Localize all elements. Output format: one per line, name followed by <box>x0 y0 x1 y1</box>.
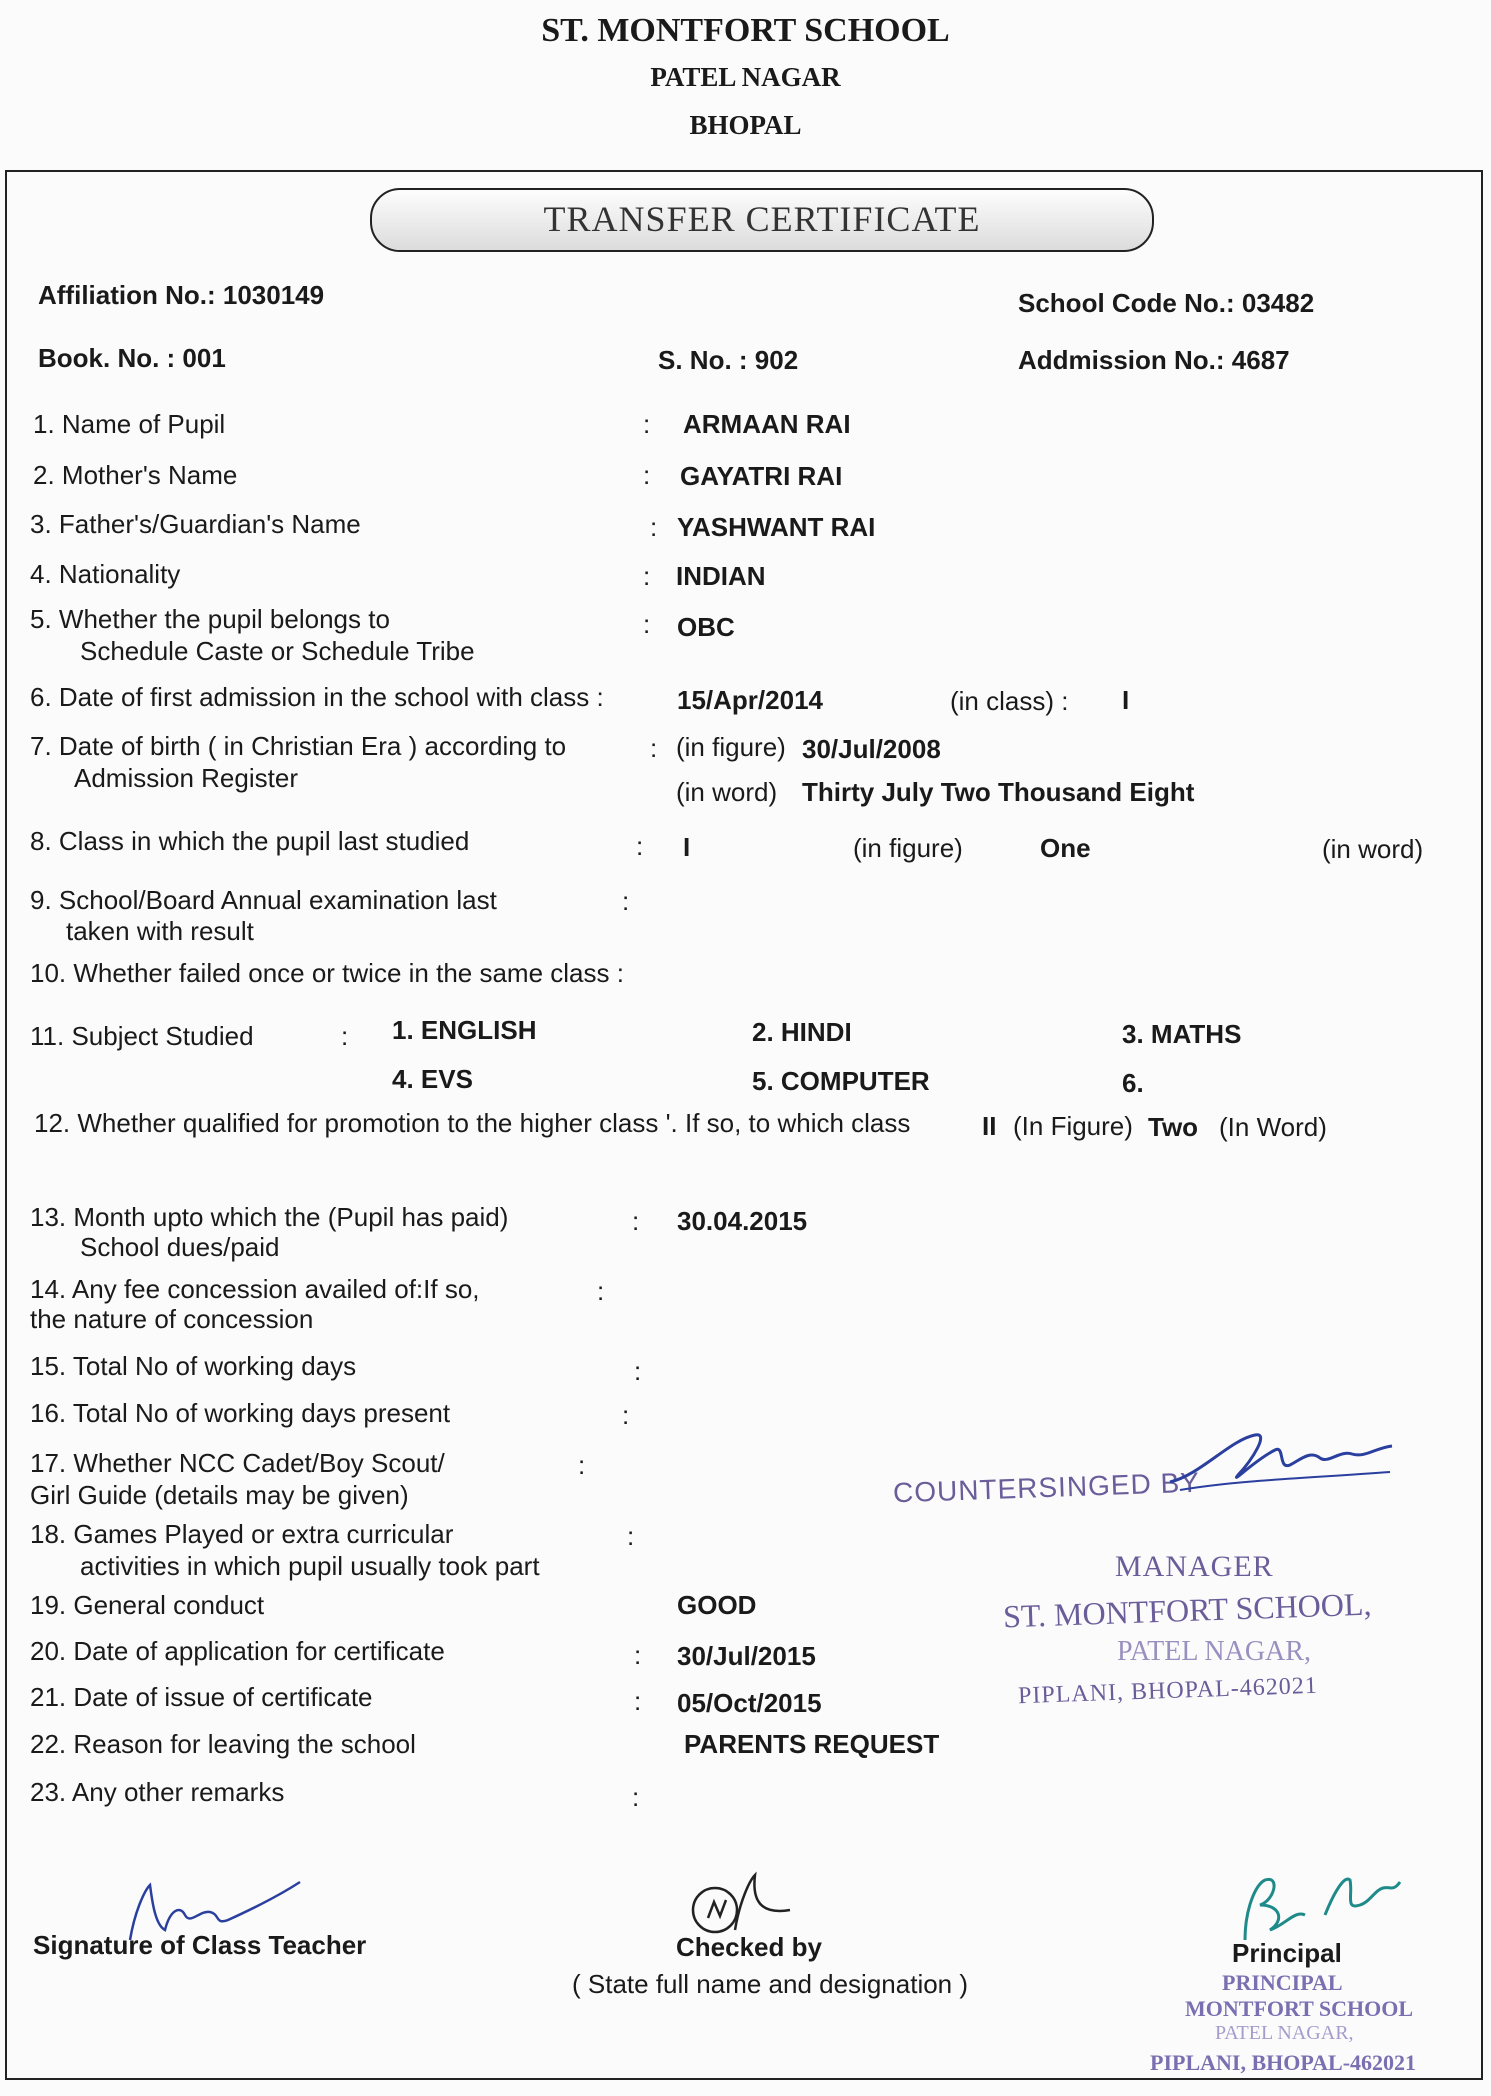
subject-2: 2. HINDI <box>752 1017 852 1047</box>
subject-1: 1. ENGLISH <box>392 1015 537 1045</box>
item-7-figure-label: (in figure) <box>676 732 786 762</box>
school-name: ST. MONTFORT SCHOOL <box>541 12 950 49</box>
colon: : <box>643 409 651 439</box>
stamp-city: PIPLANI, BHOPAL-462021 <box>1017 1672 1319 1710</box>
colon: : <box>650 512 658 542</box>
school-code: School Code No.: 03482 <box>1018 288 1315 318</box>
item-4-value: INDIAN <box>676 561 766 591</box>
item-20-label: 20. Date of application for certificate <box>30 1636 445 1666</box>
item-19-value: GOOD <box>677 1590 757 1620</box>
item-16-label: 16. Total No of working days present <box>30 1398 451 1428</box>
item-12-class-word: Two <box>1148 1112 1199 1142</box>
principal-stamp-area: PATEL NAGAR, <box>1215 2022 1354 2044</box>
item-13-label-2: School dues/paid <box>80 1232 280 1262</box>
colon: : <box>643 609 651 639</box>
book-no: Book. No. : 001 <box>38 343 226 373</box>
colon: : <box>597 1276 605 1306</box>
colon: : <box>643 460 651 490</box>
item-23-label: 23. Any other remarks <box>30 1777 285 1807</box>
subject-3: 3. MATHS <box>1122 1019 1242 1049</box>
item-7-word-label: (in word) <box>676 777 778 807</box>
certificate-title: TRANSFER CERTIFICATE <box>370 188 1154 252</box>
stamp-area: PATEL NAGAR, <box>1117 1636 1311 1667</box>
item-1-value: ARMAAN RAI <box>683 409 851 439</box>
item-3-value: YASHWANT RAI <box>677 512 876 542</box>
subject-4: 4. EVS <box>392 1064 473 1094</box>
item-12-word-label: (In Word) <box>1219 1112 1327 1142</box>
item-1-label: 1. Name of Pupil <box>33 409 226 439</box>
colon: : <box>632 1782 640 1812</box>
countersigned-stamp: COUNTERSINGED BY <box>892 1466 1201 1509</box>
item-4-label: 4. Nationality <box>30 559 181 589</box>
colon: : <box>578 1450 586 1480</box>
colon: : <box>643 561 651 591</box>
item-13-label: 13. Month upto which the (Pupil has paid) <box>30 1202 509 1232</box>
item-5-label: 5. Whether the pupil belongs to <box>30 604 390 634</box>
checker-signature <box>680 1860 800 1940</box>
stamp-school: ST. MONTFORT SCHOOL, <box>1002 1585 1372 1635</box>
item-6-value: 15/Apr/2014 <box>677 685 823 715</box>
item-6-label: 6. Date of first admission in the school with class : <box>30 682 604 712</box>
item-3-label: 3. Father's/Guardian's Name <box>30 509 361 539</box>
colon: : <box>632 1206 640 1236</box>
class-teacher-label: Signature of Class Teacher <box>33 1930 367 1960</box>
item-18-label-2: activities in which pupil usually took part <box>80 1551 540 1581</box>
item-7-word-value: Thirty July Two Thousand Eight <box>802 777 1195 807</box>
school-locality: PATEL NAGAR <box>650 62 841 92</box>
affiliation-no: Affiliation No.: 1030149 <box>38 280 325 310</box>
colon: : <box>341 1021 349 1051</box>
principal-stamp-city: PIPLANI, BHOPAL-462021 <box>1150 2050 1417 2075</box>
item-21-value: 05/Oct/2015 <box>677 1688 822 1718</box>
item-22-value: PARENTS REQUEST <box>684 1729 940 1759</box>
manager-signature <box>1160 1420 1400 1500</box>
item-11-label: 11. Subject Studied <box>30 1021 254 1051</box>
item-22-label: 22. Reason for leaving the school <box>30 1729 416 1759</box>
item-17-label: 17. Whether NCC Cadet/Boy Scout/ <box>30 1448 445 1478</box>
item-12-class-figure: II <box>982 1111 997 1141</box>
colon: : <box>622 886 630 916</box>
item-17-label-2: Girl Guide (details may be given) <box>30 1480 409 1510</box>
item-6-in-class-label: (in class) : <box>950 686 1069 716</box>
item-21-label: 21. Date of issue of certificate <box>30 1682 373 1712</box>
subject-6: 6. <box>1122 1068 1144 1098</box>
item-13-value: 30.04.2015 <box>677 1206 808 1236</box>
item-5-label-2: Schedule Caste or Schedule Tribe <box>80 636 475 666</box>
school-city: BHOPAL <box>689 110 802 140</box>
colon: : <box>634 1686 642 1716</box>
item-12-label: 12. Whether qualified for promotion to the higher class '. If so, to which class <box>34 1108 911 1138</box>
item-8-word-label: (in word) <box>1322 834 1424 864</box>
colon: : <box>622 1400 630 1430</box>
item-6-class: I <box>1122 685 1130 715</box>
serial-no: S. No. : 902 <box>658 345 799 375</box>
colon: : <box>627 1521 635 1551</box>
item-20-value: 30/Jul/2015 <box>677 1641 816 1671</box>
item-2-value: GAYATRI RAI <box>680 461 843 491</box>
item-8-value: I <box>683 832 691 862</box>
item-7-label-2: Admission Register <box>74 763 298 793</box>
item-7-label: 7. Date of birth ( in Christian Era ) according to <box>30 731 567 761</box>
item-15-label: 15. Total No of working days <box>30 1351 357 1381</box>
item-18-label: 18. Games Played or extra curricular <box>30 1519 454 1549</box>
item-8-label: 8. Class in which the pupil last studied <box>30 826 470 856</box>
item-9-label-2: taken with result <box>66 916 254 946</box>
item-9-label: 9. School/Board Annual examination last <box>30 885 497 915</box>
item-19-label: 19. General conduct <box>30 1590 265 1620</box>
checked-by-label: Checked by <box>676 1932 822 1962</box>
colon: : <box>650 733 658 763</box>
item-2-label: 2. Mother's Name <box>33 460 238 490</box>
principal-stamp-title: PRINCIPAL <box>1222 1970 1343 1995</box>
principal-stamp-school: MONTFORT SCHOOL <box>1185 1996 1414 2021</box>
subject-5: 5. COMPUTER <box>752 1066 930 1096</box>
item-7-figure-value: 30/Jul/2008 <box>802 734 941 764</box>
colon: : <box>634 1356 642 1386</box>
item-12-figure-label: (In Figure) <box>1013 1111 1133 1141</box>
colon: : <box>636 831 644 861</box>
item-8-word-value: One <box>1040 833 1091 863</box>
colon: : <box>634 1640 642 1670</box>
item-8-figure-label: (in figure) <box>853 833 963 863</box>
checked-by-note: ( State full name and designation ) <box>572 1969 969 1999</box>
item-14-label: 14. Any fee concession availed of:If so, <box>30 1274 480 1304</box>
item-14-label-2: the nature of concession <box>30 1304 314 1334</box>
principal-label: Principal <box>1232 1938 1342 1968</box>
item-5-value: OBC <box>677 612 735 642</box>
stamp-manager: MANAGER <box>1115 1550 1274 1583</box>
item-10-label: 10. Whether failed once or twice in the same class : <box>30 958 624 988</box>
admission-no: Addmission No.: 4687 <box>1018 345 1290 375</box>
